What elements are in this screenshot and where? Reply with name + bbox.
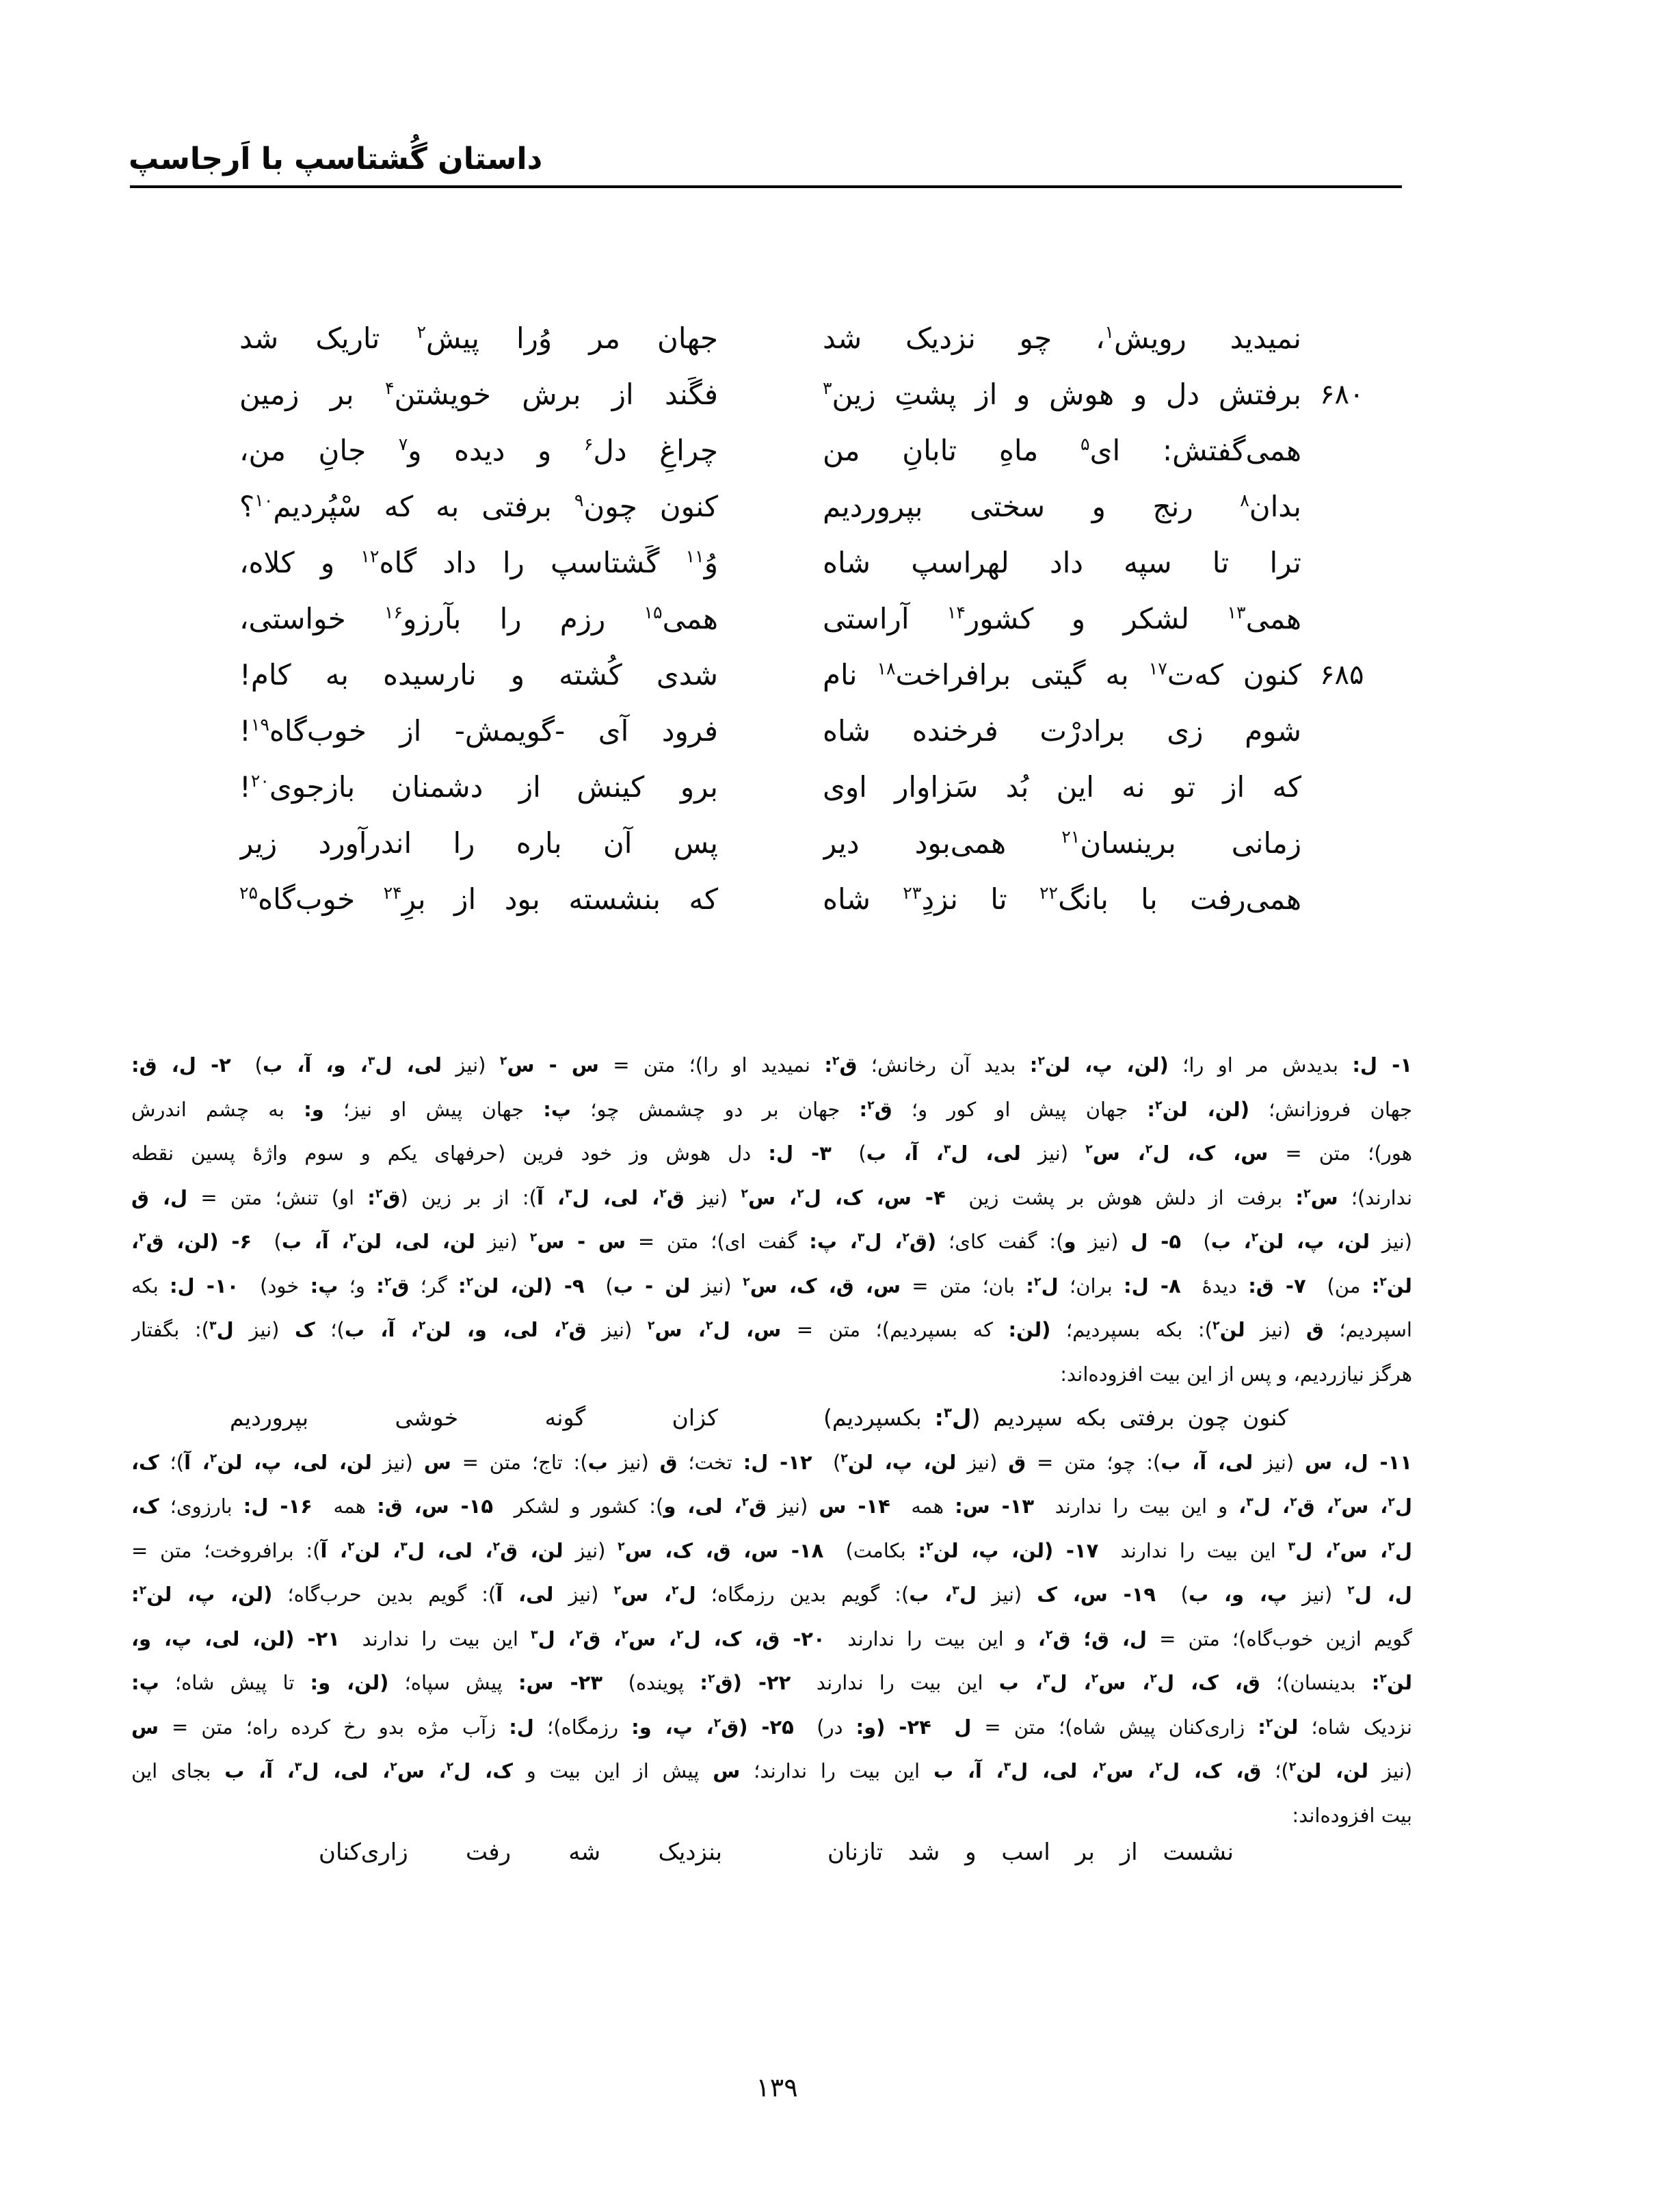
footnote-line: اسپردیم؛ ق (نیز لن$^۲$): بکه بسپردیم؛ (لن: که بسپردیم)؛ متن = س، ل$^۲$، س$^۲$ (نیز ق$^۲$، لی، و، لن$^۲$، آ، ب)؛ ک (نیز ل$^۳$): بگفتار bbox=[131, 1318, 1412, 1341]
siglum: ک، bbox=[131, 1450, 159, 1474]
siglum: س، ق، ک، س$^۲$ bbox=[743, 1274, 901, 1298]
verse-hemistich-left: شدی کُشته و نارسیده به کام! bbox=[239, 658, 718, 692]
footnote-marker: ۳ bbox=[294, 1760, 302, 1774]
siglum: لن، لی، پ، لن$^۲$، آ bbox=[184, 1450, 372, 1474]
footnote-line: لن$^۲$: بدینسان)؛ ق، ک، ل$^۲$، س$^۲$، ل$^۳$، ب این بیت را ندارند ۲۲- (ق$^۲$: پوینده) ۲۳- س: پیش سپاه؛ (لن، و: تا پیش شاه؛ پ: bbox=[131, 1671, 1412, 1694]
siglum: ل$^۲$، س$^۲$، ل$^۳$ bbox=[1288, 1538, 1412, 1562]
siglum: ب bbox=[587, 1450, 608, 1474]
siglum: ۳- ل: bbox=[768, 1142, 832, 1165]
verse-hemistich-left: وُ$^{۱۱}$ گَشتاسپ را داد گاه$^{۱۲}$ و کلاه، bbox=[239, 546, 718, 579]
footnote-marker: ۲ bbox=[139, 1583, 147, 1598]
footnote-marker: ۷ bbox=[398, 434, 408, 454]
verse-section bbox=[0, 311, 1657, 927]
footnote-line: نزدیک شاه؛ لن$^۲$: زاری‌کنان پیش شاه)؛ متن = ل ۲۴- (و: در) ۲۵- (ق$^۲$، پ، و: رزمگاه)؛ ل: زآب مژه بدو رخ کرده راه؛ متن = س bbox=[131, 1715, 1412, 1739]
siglum: ق$^۲$: bbox=[376, 1274, 410, 1298]
verse-hemistich-right: شوم زی برادرْت فرخنده شاه bbox=[823, 714, 1301, 748]
footnote-marker: ۲ bbox=[902, 1230, 910, 1245]
footnote-marker: ۱۲ bbox=[360, 547, 380, 566]
footnotes-section bbox=[131, 1043, 1412, 1837]
inserted-verse bbox=[0, 1830, 1657, 1874]
inserted-verse bbox=[131, 1396, 1412, 1440]
footnote-line: ل$^۲$، س$^۲$، ق$^۲$، ل$^۳$، و این بیت را ندارند ۱۳- س: همه ۱۴- س (نیز ق$^۲$، لی، و): کشور و لشکر ۱۵- س، ق: همه ۱۶- ل: بارزوی؛ ک، bbox=[131, 1495, 1412, 1518]
page-number: ۱۳۹ bbox=[756, 2072, 798, 2103]
siglum: ق، ک، ل$^۲$، س$^۲$، ل$^۳$، ب bbox=[998, 1671, 1260, 1694]
verse-hemistich-right: بدان$^۸$ رنج و سختی بپروردیم bbox=[823, 490, 1301, 523]
siglum: (لن، و: bbox=[310, 1671, 389, 1694]
footnote-marker: ۱۰ bbox=[254, 490, 274, 510]
siglum: ل، ق bbox=[131, 1185, 188, 1209]
footnote-marker: ۲ bbox=[672, 1583, 679, 1598]
verse-hemistich-left: کنون چون$^۹$ برفتی به که سْپُردیم$^{۱۰}$؟ bbox=[239, 490, 718, 523]
footnote-marker: ۱۷ bbox=[1148, 659, 1167, 679]
verse-number bbox=[1320, 311, 1378, 367]
inserted-verse-hemistich-right: کنون چون برفتی بکه سپردیم (ل$^۳$: بکسپردیم) bbox=[823, 1404, 1288, 1431]
verse-number bbox=[1320, 759, 1378, 815]
siglum: ۲- ل، ق: bbox=[131, 1053, 231, 1077]
footnote-marker: ۲ bbox=[561, 1319, 569, 1333]
siglum: لن$^۲$: bbox=[1258, 1715, 1299, 1739]
footnote-marker: ۲ bbox=[713, 1715, 721, 1730]
footnote-marker: ۲ bbox=[1099, 1760, 1106, 1774]
footnote-marker: ۲ bbox=[390, 1760, 397, 1774]
siglum: (لن، لن$^۲$: bbox=[1147, 1097, 1249, 1121]
siglum: ل$^۳$: bbox=[934, 1404, 972, 1431]
siglum: ۱۳- س: bbox=[955, 1495, 1035, 1518]
siglum: پ: bbox=[310, 1274, 339, 1298]
verse-number bbox=[1320, 703, 1378, 759]
verse-number: ۶۸۵ bbox=[1320, 659, 1364, 691]
footnote-marker: ۲ bbox=[1334, 1495, 1342, 1510]
footnote-line: بیت افزوده‌اند: bbox=[1292, 1803, 1412, 1827]
footnote-line: (نیز لن، لن$^۲$)؛ ق، ک، ل$^۲$، س$^۲$، لی، ل$^۳$، آ، ب این بیت را ندارند؛ س پیش از این بیت و ک، ل$^۲$، س$^۲$، لی، ل$^۳$، آ، ب بجای این bbox=[131, 1759, 1412, 1782]
siglum: ق$^۲$، لی، ل$^۳$، آ bbox=[536, 1185, 685, 1209]
verse-number bbox=[1320, 591, 1378, 647]
footnote-marker: ۲ bbox=[1303, 1186, 1311, 1200]
siglum: لن، لی، لن$^۲$، آ، ب bbox=[281, 1230, 475, 1253]
verse-hemistich-left: که بنشسته بود از برِ$^{۲۴}$ خوب‌گاه$^{۲۵}$ bbox=[239, 882, 718, 916]
footnote-marker: ۳ bbox=[943, 1405, 952, 1421]
footnote-marker: ۳ bbox=[367, 1054, 375, 1068]
siglum: ق bbox=[1305, 1318, 1324, 1341]
siglum: لن، پ، لن$^۲$، ب bbox=[1210, 1230, 1370, 1253]
footnote-marker: ۲ bbox=[529, 1230, 538, 1245]
footnote-marker: ۱۸ bbox=[877, 659, 896, 679]
footnote-marker: ۱۵ bbox=[644, 603, 663, 622]
siglum: لن - ب bbox=[613, 1274, 691, 1298]
footnote-marker: ۲۰ bbox=[250, 771, 269, 791]
footnote-marker: ۱ bbox=[1104, 322, 1115, 342]
verse-hemistich-left: پس آن باره را اندرآورد زیر bbox=[239, 826, 718, 860]
footnote-marker: ۳ bbox=[857, 1230, 865, 1245]
footnote-marker: ۳ bbox=[1003, 1760, 1011, 1774]
footnote-line: ۱- ل: بدیدش مر او را؛ (لن، پ، لن$^۲$: بدید آن رخانش؛ ق$^۲$: نمیدید او را)؛ متن = س - س$^۲$ (نیز لی، ل$^۳$، و، آ، ب) ۲- ل، ق: bbox=[131, 1053, 1412, 1077]
footnote-marker: ۲ bbox=[575, 1627, 583, 1642]
footnote-line: (نیز لن، پ، لن$^۲$، ب) ۵- ل (نیز و): گفت کای؛ (ق$^۲$، ل$^۳$، پ: گفت ای)؛ متن = س - س$^۲$ (نیز لن، لی، لن$^۲$، آ، ب) ۶- (لن، ق$^۲$، bbox=[131, 1230, 1412, 1253]
footnote-marker: ۲ bbox=[1091, 1672, 1099, 1686]
siglum: (لن: bbox=[1008, 1318, 1051, 1341]
siglum: لن، پ، لن$^۲$ bbox=[840, 1450, 957, 1474]
footnote-marker: ۲ bbox=[613, 1583, 622, 1598]
verse-number bbox=[1320, 423, 1378, 479]
siglum: پ: bbox=[543, 1097, 572, 1121]
siglum: ۲۳- س: bbox=[518, 1671, 603, 1694]
footnote-marker: ۲ bbox=[1212, 1319, 1220, 1333]
footnote-line: هرگز نیازردیم، و پس از این بیت افزوده‌اند: bbox=[1060, 1362, 1412, 1386]
footnote-marker: ۲ bbox=[492, 1539, 501, 1553]
verse-row bbox=[0, 535, 1657, 591]
footnote-marker: ۲ bbox=[647, 1319, 655, 1333]
footnote-marker: ۲ bbox=[926, 1539, 933, 1553]
siglum: ۵- ل bbox=[1130, 1230, 1182, 1253]
footnote-marker: ۲ bbox=[466, 1274, 474, 1289]
siglum: ۱۵- س، ق: bbox=[377, 1495, 494, 1518]
footnote-line: گویم ازین خوب‌گاه)؛ متن = ل، ق؛ ق$^۲$، و این بیت را ندارند ۲۰- ق، ک، ل$^۲$، س$^۲$، ق$^۲$، ل$^۳$ این بیت را ندارند ۲۱- (لن، لی، پ، و، bbox=[131, 1627, 1412, 1650]
siglum: لی، ل$^۳$، آ، ب bbox=[866, 1142, 1021, 1165]
siglum: س - س$^۲$ bbox=[529, 1230, 626, 1253]
footnote-marker: ۲۲ bbox=[1039, 883, 1059, 903]
siglum: ق، ک، ل$^۲$، س$^۲$، لی، ل$^۳$، آ، ب bbox=[933, 1759, 1262, 1782]
siglum: ق$^۲$: bbox=[824, 1053, 858, 1077]
siglum: ل$^۲$: bbox=[1026, 1274, 1059, 1298]
siglum: ۱۷- (لن، پ، لن$^۲$: bbox=[918, 1538, 1099, 1562]
verse-hemistich-left: برو کینش از دشمنان بازجوی$^{۲۰}$! bbox=[239, 770, 718, 804]
footnote-marker: ۲ bbox=[867, 1098, 875, 1112]
verse-hemistich-right: که از تو نه این بُد سَزاوار اوی bbox=[823, 770, 1301, 804]
footnote-marker: ۲ bbox=[349, 1230, 357, 1245]
footnote-marker: ۲ bbox=[1085, 1142, 1093, 1157]
siglum: لی، آ، ب bbox=[1161, 1450, 1254, 1474]
verse-hemistich-right: ترا تا سپه داد لهراسپ شاه bbox=[823, 546, 1301, 579]
verse-hemistich-right: زمانی برینسان$^{۲۱}$ همی‌بود دیر bbox=[823, 826, 1301, 860]
siglum: ق$^۲$: bbox=[367, 1185, 401, 1209]
verse-hemistich-left: جهان مر وُرا پیش$^۲$ تاریک شد bbox=[239, 321, 718, 355]
footnote-marker: ۲ bbox=[618, 1539, 625, 1553]
siglum: پ: bbox=[131, 1671, 159, 1694]
footnote-line: ۱۱- ل، س (نیز لی، آ، ب): چو؛ متن = ق (نیز لن، پ، لن$^۲$) ۱۲- ل: تخت؛ ق (نیز ب): تاج؛ متن = س (نیز لن، لی، پ، لن$^۲$، آ)؛ ک، bbox=[131, 1450, 1412, 1474]
siglum: ل$^۳$ bbox=[209, 1318, 234, 1341]
footnote-marker: ۲ bbox=[1347, 1583, 1355, 1598]
siglum: س bbox=[713, 1759, 741, 1782]
footnote-marker: ۳ bbox=[1288, 1539, 1296, 1553]
verse-row bbox=[0, 871, 1657, 927]
footnote-marker: ۲۱ bbox=[1061, 827, 1081, 847]
verse-number: ۶۸۰ bbox=[1320, 379, 1364, 410]
siglum: ۲۱- (لن، لی، پ، و، bbox=[131, 1627, 340, 1650]
footnote-marker: ۳ bbox=[1246, 1495, 1254, 1510]
footnote-marker: ۲۴ bbox=[383, 883, 402, 903]
verse-number bbox=[1320, 479, 1378, 535]
footnote-marker: ۲ bbox=[1379, 1672, 1387, 1686]
siglum: ۹- (لن، لن$^۲$: bbox=[458, 1274, 585, 1298]
siglum: لن$^۲$: bbox=[1371, 1671, 1412, 1694]
footnote-marker: ۲ bbox=[1288, 1760, 1297, 1774]
footnote-marker: ۲ bbox=[705, 1319, 713, 1333]
footnote-marker: ۲ bbox=[1388, 1539, 1395, 1553]
verse-row bbox=[0, 815, 1657, 871]
siglum: ۱- ل: bbox=[1352, 1053, 1412, 1077]
footnote-marker: ۲ bbox=[621, 1627, 628, 1642]
siglum: س bbox=[131, 1715, 159, 1739]
siglum: ک، ل$^۲$، س$^۲$، لی، ل$^۳$، آ، ب bbox=[224, 1759, 513, 1782]
siglum: ۱۰- ل: bbox=[169, 1274, 239, 1298]
footnote-marker: ۲ bbox=[416, 322, 426, 342]
verse-hemistich-right: برفتش دل و هوش و از پشتِ زین$^۳$ bbox=[823, 378, 1301, 411]
inserted-verse-hemistich-left: کزان گونه خوشی بپروردیم bbox=[230, 1404, 718, 1431]
siglum: ۸- ل: bbox=[1123, 1274, 1181, 1298]
siglum: ل$^۲$، س$^۲$، ق$^۲$، ل$^۳$، bbox=[1238, 1495, 1412, 1518]
footnote-marker: ۲۵ bbox=[239, 883, 259, 903]
siglum: و bbox=[1063, 1230, 1076, 1253]
verse-number bbox=[1320, 871, 1378, 927]
verse-row bbox=[0, 367, 1657, 423]
footnote-marker: ۲ bbox=[1251, 1230, 1259, 1245]
siglum: ۱۸- س، ق، ک، س$^۲$ bbox=[618, 1538, 824, 1562]
footnote-marker: ۲ bbox=[418, 1319, 426, 1333]
footnote-marker: ۱۴ bbox=[946, 603, 966, 622]
footnote-marker: ۲ bbox=[384, 1274, 392, 1289]
siglum: لی، آ bbox=[496, 1583, 554, 1606]
footnote-line: هور)؛ متن = س، ک، ل$^۲$، س$^۲$ (نیز لی، ل$^۳$، آ، ب) ۳- ل: دل هوش وز خود فرین (حرفهای یکم و سوم واژهٔ پسین نقطه bbox=[131, 1142, 1412, 1165]
siglum: ۲۰- ق، ک، ل$^۲$، س$^۲$، ق$^۲$، ل$^۳$ bbox=[531, 1627, 825, 1650]
siglum: ل: bbox=[509, 1715, 534, 1739]
verse-hemistich-right: نمیدید رویش$^۱$، چو نزدیک شد bbox=[823, 321, 1301, 355]
footnote-marker: ۲ bbox=[1265, 1715, 1273, 1730]
footnote-marker: ۲ bbox=[1150, 1672, 1157, 1686]
footnote-marker: ۲ bbox=[139, 1230, 146, 1245]
inserted-verse-hemistich-right: نشست از بر اسب و شد تازنان bbox=[827, 1839, 1234, 1866]
footnote-line: جهان فروزانش؛ (لن، لن$^۲$: جهان پیش او کور و؛ ق$^۲$: جهان بر دو چشمش چو؛ پ: جهان پیش او نیز؛ و: به چشم اندرش bbox=[131, 1097, 1412, 1121]
siglum: ۱۴- س bbox=[819, 1495, 890, 1518]
siglum: س$^۲$: bbox=[1295, 1185, 1338, 1209]
footnote-marker: ۲ bbox=[209, 1451, 217, 1465]
footnote-marker: ۳ bbox=[1042, 1672, 1050, 1686]
footnote-marker: ۲ bbox=[676, 1627, 684, 1642]
footnote-marker: ۳ bbox=[565, 1186, 572, 1200]
siglum: ق bbox=[1008, 1450, 1026, 1474]
siglum: ق$^۲$، لی، و، لن$^۲$، آ، ب bbox=[344, 1318, 587, 1341]
siglum: لن، ق$^۲$، لی، ل$^۳$، لن$^۲$، آ bbox=[320, 1538, 564, 1562]
footnote-marker: ۹ bbox=[574, 490, 584, 510]
siglum: ۶- (لن، ق$^۲$، bbox=[131, 1230, 252, 1253]
siglum: ل، ق؛ ق$^۲$، bbox=[1037, 1627, 1148, 1650]
siglum: س، ک، ل$^۲$، س$^۲$ bbox=[1085, 1142, 1269, 1165]
verse-number bbox=[1320, 815, 1378, 871]
footnote-marker: ۲۳ bbox=[903, 883, 922, 903]
verse-row bbox=[0, 591, 1657, 647]
siglum: ق bbox=[659, 1450, 678, 1474]
siglum: س، ل$^۲$، س$^۲$ bbox=[647, 1318, 782, 1341]
verse-hemistich-right: کنون که‌ت$^{۱۷}$ به گیتی برافراخت$^{۱۸}$ نام bbox=[823, 658, 1301, 692]
footnote-marker: ۲ bbox=[741, 1186, 749, 1200]
siglum: س - س$^۲$ bbox=[499, 1053, 599, 1077]
footnote-marker: ۶ bbox=[583, 434, 594, 454]
footnote-marker: ۲ bbox=[1033, 1274, 1042, 1289]
verse-row bbox=[0, 479, 1657, 535]
footnote-marker: ۲ bbox=[1154, 1098, 1163, 1112]
verse-number bbox=[1320, 535, 1378, 591]
verse-row bbox=[0, 647, 1657, 703]
siglum: ۱۱- ل، س bbox=[1304, 1450, 1412, 1474]
footnote-line: ل، ل$^۲$ (نیز پ، و، ب) ۱۹- س، ک (نیز ل$^۳$، ب): گویم بدین رزمگاه؛ ل$^۲$، س$^۲$ (نیز لی، آ): گویم بدین حرب‌گاه؛ (لن، پ، لن$^۲$: bbox=[131, 1583, 1412, 1606]
verse-hemistich-left: همی$^{۱۵}$ رزم را بآرزو$^{۱۶}$ خواستی، bbox=[239, 602, 718, 635]
verse-row bbox=[0, 703, 1657, 759]
footnote-marker: ۲ bbox=[708, 1672, 715, 1686]
footnote-marker: ۱۳ bbox=[1227, 603, 1246, 622]
footnote-marker: ۱۹ bbox=[250, 715, 269, 735]
inserted-verse-hemistich-left: بنزدیک شه رفت زاری‌کنان bbox=[319, 1839, 722, 1866]
footnote-marker: ۲ bbox=[1155, 1760, 1163, 1774]
footnote-marker: ۲ bbox=[375, 1186, 383, 1200]
footnote-marker: ۲ bbox=[1332, 1539, 1340, 1553]
siglum: ق$^۲$، لی، و bbox=[663, 1495, 767, 1518]
footnote-marker: ۲ bbox=[743, 1274, 750, 1289]
footnote-marker: ۲ bbox=[832, 1054, 840, 1068]
siglum: ۴- س، ک، ل$^۲$، س$^۲$ bbox=[741, 1185, 946, 1209]
siglum: (لن، پ، لن$^۲$: bbox=[1029, 1053, 1169, 1077]
verse-row bbox=[0, 759, 1657, 815]
verse-hemistich-left: فگَند از برش خویشتن$^۴$ بر زمین bbox=[239, 378, 718, 411]
siglum: ۱۹- س، ک bbox=[1037, 1583, 1156, 1606]
footnote-marker: ۲ bbox=[840, 1451, 848, 1465]
footnote-marker: ۲ bbox=[1388, 1495, 1395, 1510]
footnote-marker: ۳ bbox=[823, 378, 832, 398]
verse-row bbox=[0, 311, 1657, 367]
footnote-marker: ۲ bbox=[797, 1186, 804, 1200]
verse-hemistich-left: چراغِ دل$^۶$ و دیده و$^۷$ جانِ من، bbox=[239, 434, 718, 467]
footnote-marker: ۲ bbox=[1145, 1142, 1153, 1157]
siglum: ۲۴- (و: bbox=[856, 1715, 931, 1739]
header-rule bbox=[130, 185, 1402, 188]
footnote-line: ندارند)؛ س$^۲$: برفت از دلش هوش بر پشت زین ۴- س، ک، ل$^۲$، س$^۲$ (نیز ق$^۲$، لی، ل$^۳$، آ): از بر زین (ق$^۲$: او) تنش؛ متن = ل، ق bbox=[131, 1185, 1412, 1209]
footnote-line: ل$^۲$، س$^۲$، ل$^۳$ این بیت را ندارند ۱۷- (لن، پ، لن$^۲$: بکامت) ۱۸- س، ق، ک، س$^۲$ (نیز لن، ق$^۲$، لی، ل$^۳$، لن$^۲$، آ): برافروخت؛ متن = bbox=[131, 1538, 1412, 1562]
running-head: داستان گُشتاسپ با اَرجاسپ bbox=[129, 142, 543, 176]
verse-hemistich-right: همی‌گفتش: ای$^۵$ ماهِ تابانِ من bbox=[823, 434, 1301, 467]
siglum: ۷- ق: bbox=[1248, 1274, 1306, 1298]
siglum: لن$^۲$ bbox=[1212, 1318, 1245, 1341]
footnote-marker: ۲ bbox=[741, 1495, 750, 1510]
footnote-marker: ۱۶ bbox=[384, 603, 403, 622]
verse-hemistich-right: همی$^{۱۳}$ لشکر و کشور$^{۱۴}$ آراستی bbox=[823, 602, 1301, 635]
footnote-marker: ۳ bbox=[400, 1539, 408, 1553]
footnote-marker: ۲ bbox=[1379, 1274, 1387, 1289]
footnote-line: لن$^۲$: من) ۷- ق: دیدهٔ ۸- ل: بران؛ ل$^۲$: بان؛ متن = س، ق، ک، س$^۲$ (نیز لن - ب) ۹- (لن، لن$^۲$: گر؛ ق$^۲$: و؛ پ: خود) ۱۰- ل: بکه bbox=[131, 1274, 1412, 1298]
footnote-marker: ۲ bbox=[1045, 1627, 1053, 1642]
siglum: ک bbox=[295, 1318, 315, 1341]
footnote-marker: ۳ bbox=[943, 1142, 951, 1157]
footnote-marker: ۵ bbox=[1081, 434, 1090, 454]
siglum: ک، bbox=[131, 1495, 159, 1518]
siglum: (ق$^۲$، ل$^۳$، پ: bbox=[809, 1230, 937, 1253]
footnote-marker: ۳ bbox=[952, 1583, 959, 1598]
footnote-marker: ۳ bbox=[531, 1627, 538, 1642]
footnote-marker: ۲ bbox=[1290, 1495, 1297, 1510]
footnote-marker: ۲ bbox=[446, 1760, 454, 1774]
footnote-marker: ۲ bbox=[1037, 1054, 1045, 1068]
siglum: ل، ل$^۲$ bbox=[1347, 1583, 1412, 1606]
footnote-marker: ۳ bbox=[209, 1319, 217, 1333]
siglum: ل$^۳$، ب bbox=[909, 1583, 977, 1606]
footnote-marker: ۸ bbox=[1240, 490, 1249, 510]
footnote-marker: ۲ bbox=[499, 1054, 507, 1068]
footnote-marker: ۴ bbox=[384, 378, 395, 398]
siglum: (لن، پ، لن$^۲$: bbox=[131, 1583, 273, 1606]
siglum: ل$^۲$، س$^۲$ bbox=[613, 1583, 696, 1606]
siglum: لن، لن$^۲$ bbox=[1288, 1759, 1369, 1782]
footnote-marker: ۲ bbox=[347, 1539, 355, 1553]
siglum: ۱۲- ل: bbox=[743, 1450, 812, 1474]
verse-row bbox=[0, 423, 1657, 479]
footnote-marker: ۱۱ bbox=[685, 547, 704, 566]
siglum: ۲۵- (ق$^۲$، پ، و: bbox=[631, 1715, 794, 1739]
verse-hemistich-right: همی‌رفت با بانگ$^{۲۲}$ تا نزدِ$^{۲۳}$ شاه bbox=[823, 882, 1301, 916]
siglum: ق$^۲$: bbox=[859, 1097, 892, 1121]
siglum: لی، ل$^۳$، و، آ، ب bbox=[263, 1053, 442, 1077]
siglum: پ، و، ب bbox=[1188, 1583, 1288, 1606]
siglum: و: bbox=[304, 1097, 324, 1121]
siglum: ۱۶- ل: bbox=[243, 1495, 313, 1518]
verse-hemistich-left: فرود آی -گویمش- از خوب‌گاه$^{۱۹}$! bbox=[239, 714, 718, 748]
siglum: لن$^۲$: bbox=[1371, 1274, 1412, 1298]
siglum: ل bbox=[954, 1715, 972, 1739]
siglum: س bbox=[423, 1450, 451, 1474]
siglum: ۲۲- (ق$^۲$: bbox=[700, 1671, 791, 1694]
footnote-marker: ۲ bbox=[659, 1186, 667, 1200]
